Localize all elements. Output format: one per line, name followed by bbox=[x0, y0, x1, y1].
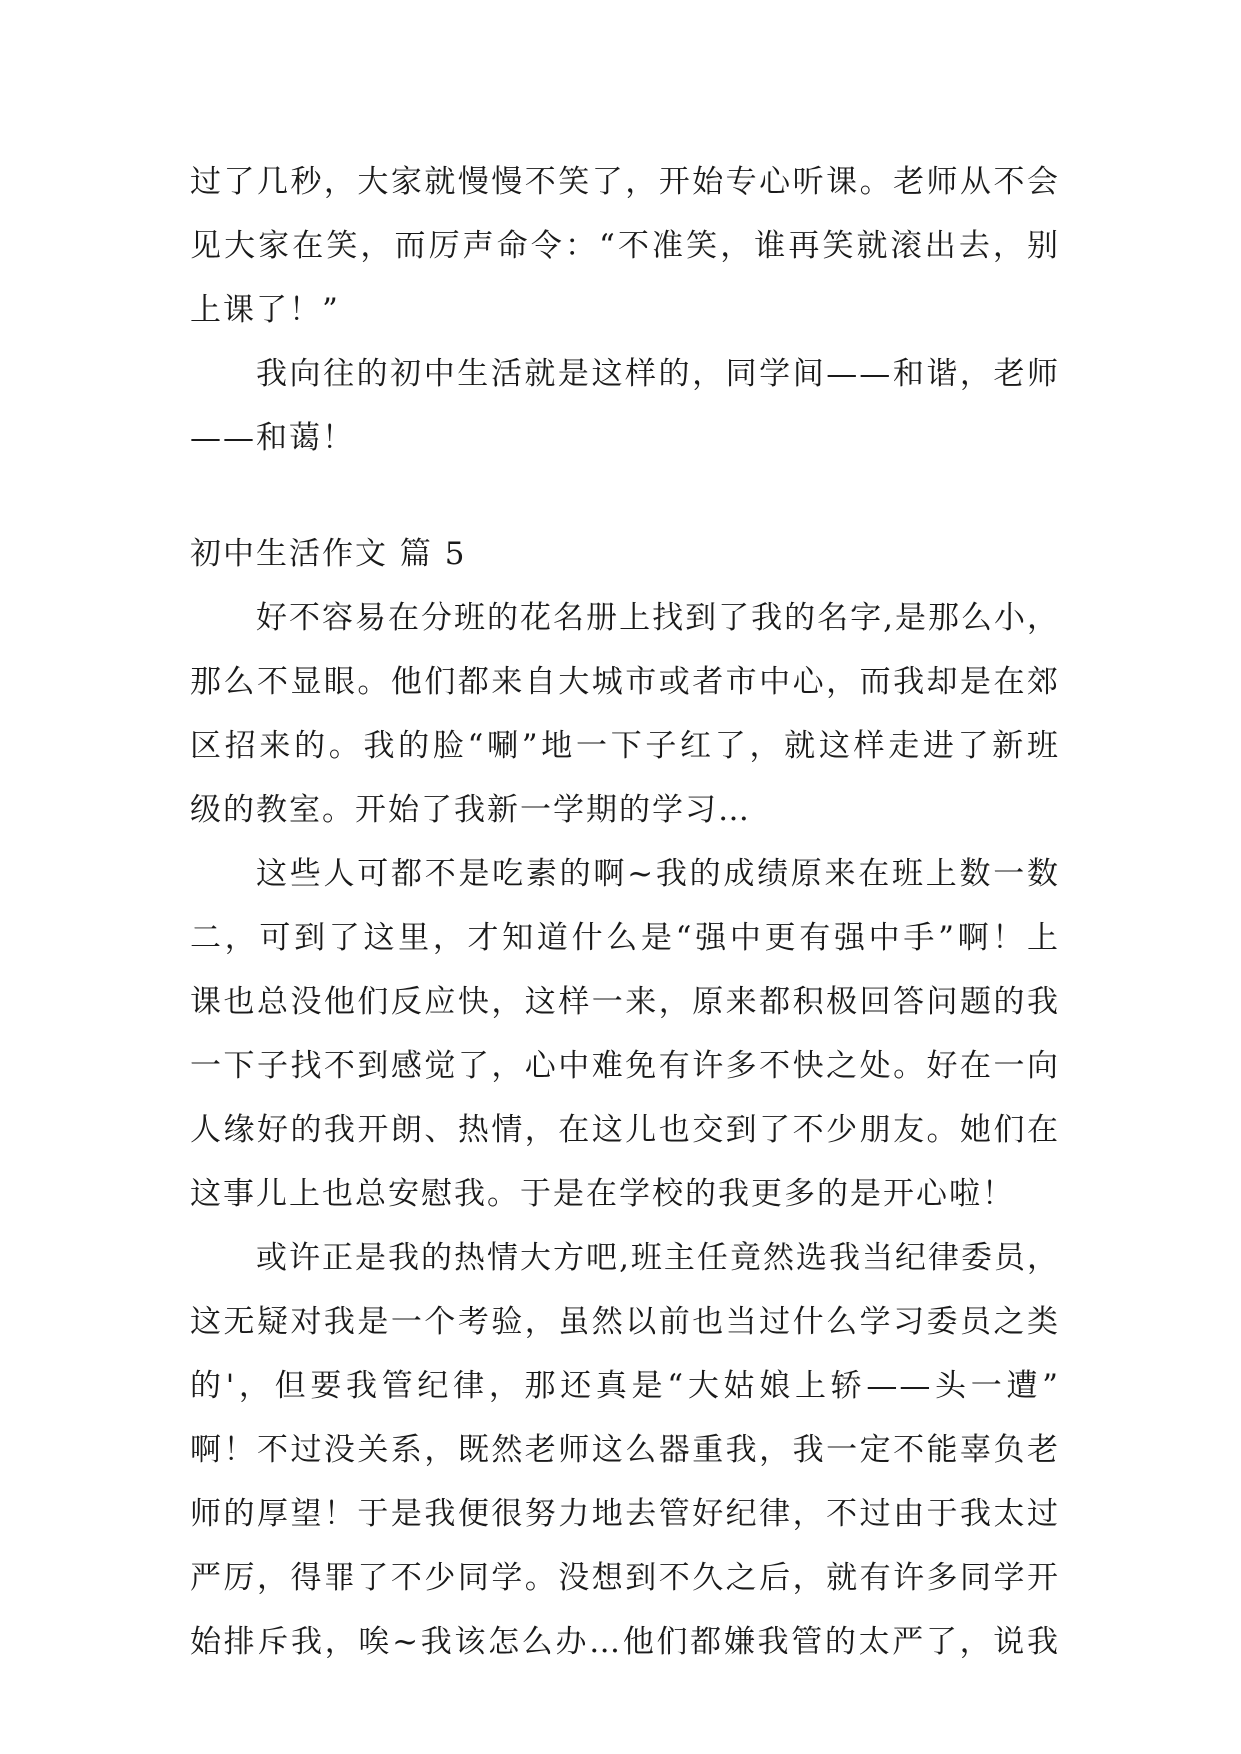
section-gap bbox=[190, 470, 1060, 522]
paragraph-line: 人缘好的我开朗、热情，在这儿也交到了不少朋友。她们在 bbox=[190, 1112, 1060, 1148]
paragraph-line: 这事儿上也总安慰我。于是在学校的我更多的是开心啦！ bbox=[190, 1176, 1015, 1212]
paragraph-line: 上课了！” bbox=[190, 292, 340, 328]
paragraph-line: 的'，但要我管纪律，那还真是“大姑娘上轿——头一遭” bbox=[190, 1368, 1060, 1404]
paragraph-line: 一下子找不到感觉了，心中难免有许多不快之处。好在一向 bbox=[190, 1048, 1060, 1084]
paragraph-line: 这些人可都不是吃素的啊~我的成绩原来在班上数一数 bbox=[256, 856, 1060, 892]
paragraph-line: 严厉，得罪了不少同学。没想到不久之后，就有许多同学开 bbox=[190, 1560, 1060, 1596]
document-body bbox=[190, 150, 1060, 1674]
paragraph-line: 见大家在笑，而厉声命令：“不准笑，谁再笑就滚出去，别 bbox=[190, 228, 1060, 264]
paragraph-line: 好不容易在分班的花名册上找到了我的名字,是那么小， bbox=[256, 600, 1060, 636]
paragraph-line: 那么不显眼。他们都来自大城市或者市中心，而我却是在郊 bbox=[190, 664, 1060, 700]
paragraph-line: ——和蔼！ bbox=[190, 420, 355, 456]
paragraph-line: 或许正是我的热情大方吧,班主任竟然选我当纪律委员， bbox=[256, 1240, 1060, 1276]
paragraph-line: 啊！不过没关系，既然老师这么器重我，我一定不能辜负老 bbox=[190, 1432, 1060, 1468]
paragraph-line: 始排斥我，唉~我该怎么办…他们都嫌我管的太严了，说我 bbox=[190, 1624, 1060, 1660]
section-heading: 初中生活作文 篇 5 bbox=[190, 536, 467, 572]
paragraph-line: 二，可到了这里，才知道什么是“强中更有强中手”啊！上 bbox=[190, 920, 1060, 956]
paragraph-line: 师的厚望！于是我便很努力地去管好纪律，不过由于我太过 bbox=[190, 1496, 1060, 1532]
paragraph-line: 我向往的初中生活就是这样的，同学间——和谐，老师 bbox=[256, 356, 1060, 392]
paragraph-line: 课也总没他们反应快，这样一来，原来都积极回答问题的我 bbox=[190, 984, 1060, 1020]
paragraph-line: 级的教室。开始了我新一学期的学习… bbox=[190, 792, 751, 828]
paragraph-line: 区招来的。我的脸“唰”地一下子红了，就这样走进了新班 bbox=[190, 728, 1060, 764]
paragraph-line: 这无疑对我是一个考验，虽然以前也当过什么学习委员之类 bbox=[190, 1304, 1060, 1340]
paragraph-line: 过了几秒，大家就慢慢不笑了，开始专心听课。老师从不会 bbox=[190, 164, 1060, 200]
